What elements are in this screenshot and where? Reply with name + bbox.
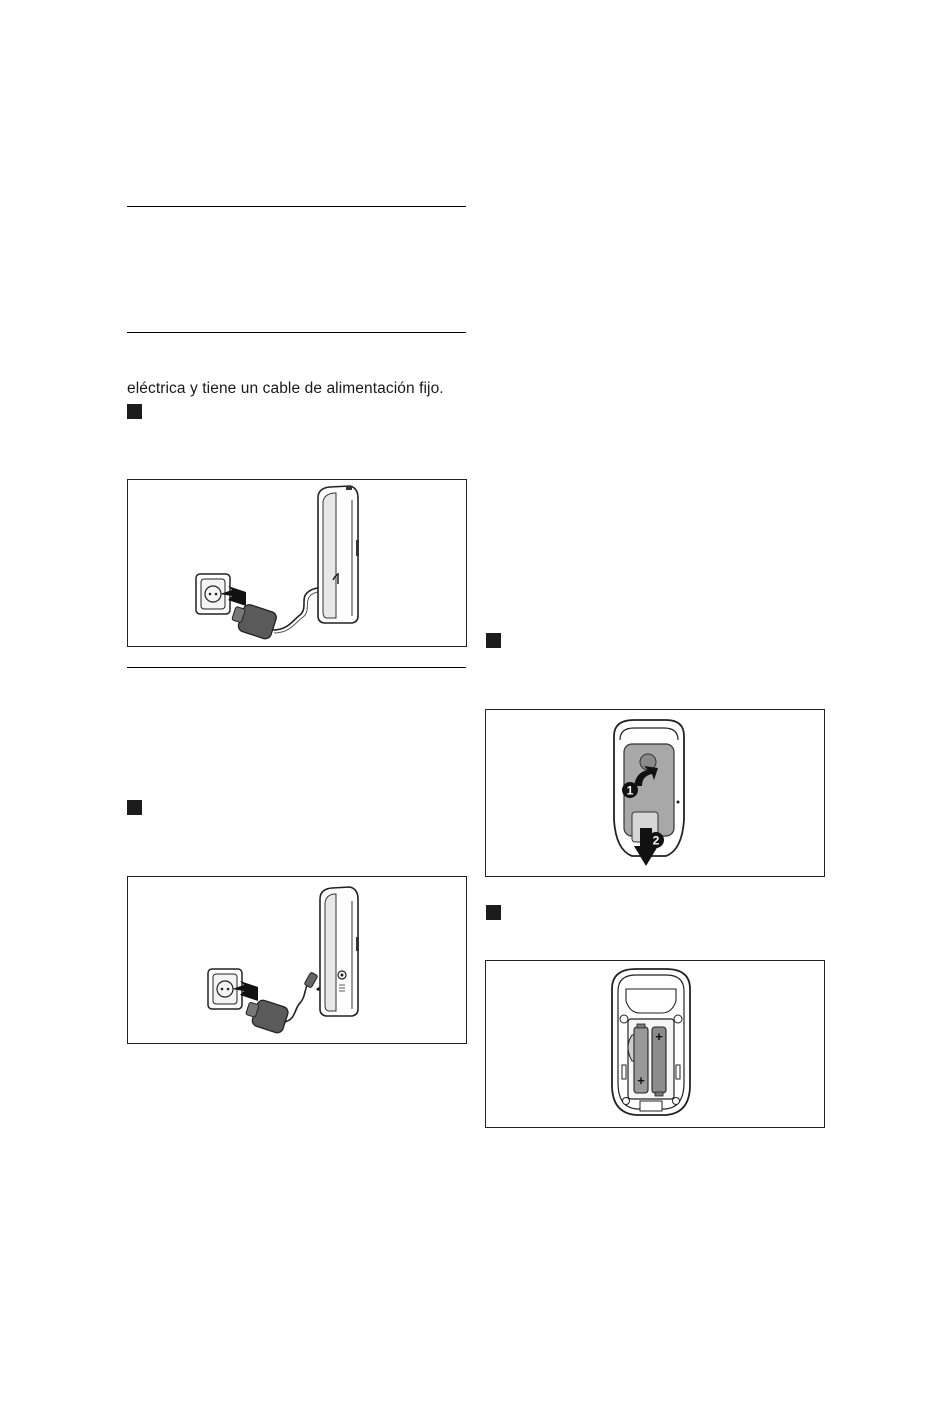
figure-adapter-plug-in xyxy=(127,876,467,1044)
battery-cover-illustration xyxy=(486,710,826,878)
section-rule-3 xyxy=(127,667,466,668)
polarity-mark: + xyxy=(637,1073,645,1088)
step-bullet xyxy=(127,800,142,815)
figure-battery-cover-remove xyxy=(485,709,825,877)
figure-adapter-fixed-cable xyxy=(127,479,467,647)
step-bullet xyxy=(486,905,501,920)
section-rule-1 xyxy=(127,206,466,207)
step-2-label: 2 xyxy=(652,833,660,848)
fixed-cable-adapter-illustration xyxy=(128,480,468,648)
polarity-mark: + xyxy=(655,1029,663,1044)
step-1-label: 1 xyxy=(626,783,634,798)
section-rule-2 xyxy=(127,332,466,333)
step-bullet xyxy=(486,633,501,648)
figure-battery-insert xyxy=(485,960,825,1128)
plug-in-adapter-illustration xyxy=(128,877,468,1045)
battery-insert-illustration xyxy=(486,961,826,1129)
paragraph-text: eléctrica y tiene un cable de alimentación fijo. xyxy=(127,380,444,397)
step-bullet xyxy=(127,404,142,419)
